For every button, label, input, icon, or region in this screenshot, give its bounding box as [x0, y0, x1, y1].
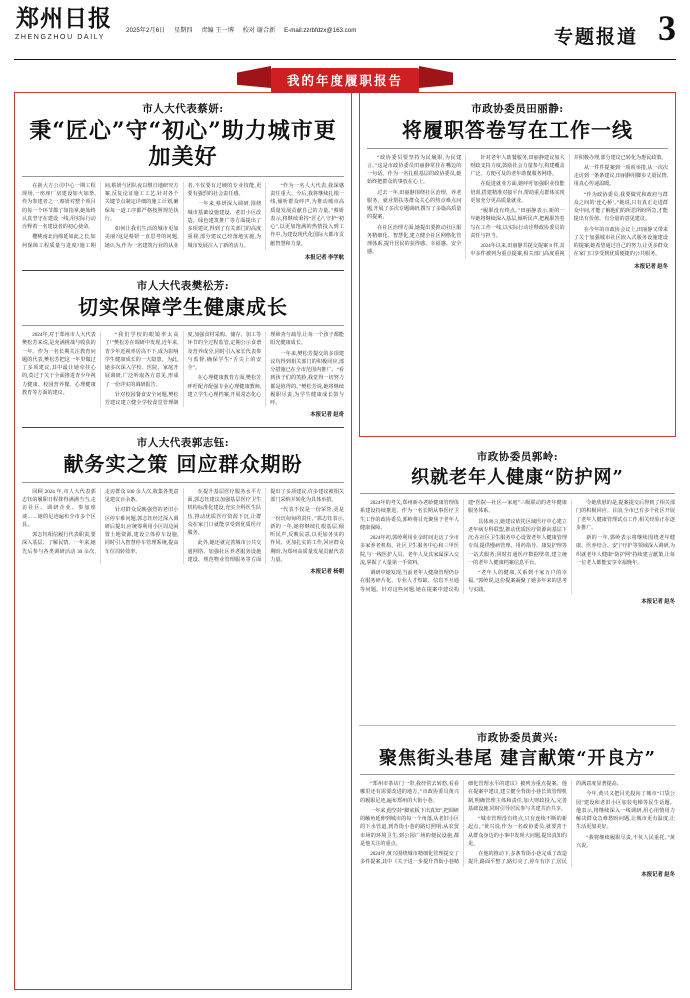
article-separator	[22, 427, 344, 428]
issue-date: 2025年2月6日	[126, 27, 166, 34]
paragraph: 在今年的市政协会议上,田丽静又带来了关于加强城市社区嵌入式服务设施建设的提案,她希望通过自己的努力,让更多群众在家门口享受到优质便捷的公共服务。	[573, 226, 668, 258]
headline-divider	[22, 325, 344, 326]
article-byline: 本报记者 赵冬	[634, 264, 668, 271]
article-body	[22, 182, 344, 251]
paper-pinyin: ZHENGZHOU DAILY	[15, 34, 105, 42]
issue-email: E-mail:zzrbfdzx@163.com	[284, 27, 357, 34]
paragraph: “代表不仅是一份荣誉,更是一份沉甸甸的责任。”郭志钰表示,新的一年,她将继续扎根基层,倾听民声,反映民意,以更加务实的作风、更加扎实的工作,回应群众期盼,为郑州高质量发展贡献代表力量。	[270, 507, 344, 563]
masthead-divider	[14, 59, 676, 60]
paragraph: 具体而言,她建议依托区域医疗中心建立老年病专科联盟,推动优质医疗资源向基层下沉;在社区卫生服务中心设置老年人健康管理专岗,提供慢病管理、用药指导、康复护理等一站式服务;同时打通医疗数据壁垒,建立统一的老年人健康档案信息平台。	[468, 518, 567, 566]
headline-divider	[360, 774, 675, 775]
paragraph: 2024年初,郭岭利用业余时间走访了全市多家养老机构、社区卫生服务中心和三甲医院,与一线医护人员、老年人及其家属深入交流,掌握了大量第一手资料。	[360, 535, 459, 566]
article-byline: 本报记者 赵冬	[641, 871, 675, 878]
article-caiyan	[22, 99, 344, 261]
paragraph: 从一件件提案到一项项举措,从一次次走访到一条条建议,田丽静用脚步丈量民情,用真心传递温暖。	[573, 164, 668, 188]
paragraph: 在新大方公司中心一期工程现场,一座座厂房建设如火如荼,作为参建者之一,蔡妍对整个项目的每一个环节都了如指掌,她始终认真坚守在建设一线,用实际行动诠释着一名建设者的初心使命。	[22, 182, 96, 231]
article-huangxing	[359, 725, 676, 990]
left-column	[14, 92, 352, 990]
paragraph: “老年人的健康,关系到千家万户的幸福。”郭岭说,这份提案凝聚了她多年来的思考与实践。	[468, 570, 567, 593]
paragraph: “履职没有终点。”田丽静表示,新的一年她将继续深入基层,倾听民声,把履职答卷写在工作一线,以实际行动诠释政协委员的责任与担当。	[470, 208, 565, 239]
paragraph: “作为一名人大代表,我深感责任重大。今后,我将继续扎根一线,倾听群众呼声,为推动城市高质量发展贡献自己的力量。”蔡妍表示,将继续秉持“匠心”,守护“初心”,以更加饱满的热情投入到工作中,为建设现代化国际大都市贡献智慧和力量。	[270, 182, 344, 247]
paragraph: 今年,黄兴又把目光投向了城市“口袋公园”建设和老旧小区加装电梯等民生话题。他表示,将继续深入一线调研,用心用情用力解决群众急难愁盼问题,让城市更有温度,让生活更加美好。	[576, 791, 675, 831]
newspaper-logo	[14, 6, 114, 41]
article-tianliqing	[359, 92, 676, 437]
headline-divider	[360, 493, 675, 494]
article-kicker: 市政协委员田丽静:	[471, 103, 564, 115]
paragraph: 针对老年人助餐服务,田丽静建议加大财政支持力度,鼓励社会力量参与,构建覆盖广泛、方便可及的老年助餐服务网络。	[470, 154, 565, 178]
article-body	[360, 780, 675, 867]
article-headline: 献务实之策 回应群众期盼	[63, 452, 303, 477]
special-banner	[0, 66, 690, 92]
paragraph: 樱桃南北向绵延如此之长,如何保障工程质量与进度?施工期间,蔡妍与团队夜以继日地研究方案,反复论证施工工艺,针对各个关键节点制定详细的施工计划,确保每一道工序都严格按照规范执行。	[22, 182, 179, 249]
article-fansongfang	[22, 276, 344, 418]
article-kicker: 市人大代表樊松芳:	[136, 280, 230, 293]
paragraph: 郭志钰相信履行代表职责,要深入基层、了解民情。一年来,她先后参与各类调研活动 30 余次,走访群众 500 余人次,收集各类意见建议百余条。	[22, 488, 179, 555]
paragraph: “城市管理没有终点,只有连续不断的新起点。”黄兴说,作为一名政协委员,就要善于从群众身边的小事中发现大问题,提出真知灼见。	[468, 816, 567, 847]
paragraph: 一年来,蔡妍深入调研,围绕城市基础设施建设、老旧小区改造、绿色建筑推广等方面提出了多项建议,得到了有关部门的高度重视,部分建议已经落地实施,为城市发展注入了新的活力。	[187, 201, 262, 249]
article-byline: 本报记者 赵奇	[310, 412, 344, 419]
article-byline: 本报记者 赵冬	[641, 598, 675, 605]
paragraph: 过去一年,田丽静围绕社区治理、养老服务、就业帮扶等群众关心的热点难点问题,开展了多次专题调研,撰写了多篇高质量的提案。	[367, 189, 462, 221]
paragraph: 2024年以来,田丽静共提交提案 8 件,其中多件被列为重点提案,相关部门高度重视并积极办理,部分建议已转化为惠民政策。	[470, 154, 667, 258]
paragraph: 一年来,樊松芳提交的多项建议均得到相关部门的积极回应,部分措施已在全市范围内推广。“看到孩子们的笑脸,我觉得一切努力都是值得的。”樊松芳说,她将继续履职尽责,为学生健康成长鼓与呼。	[270, 350, 344, 406]
paragraph: 针对校园餐食安全问题,樊松芳建议建立健全学校食堂管理制度,加强食材采购、储存、加工等环节的全过程监管,定期公示食谱及营养成分,同时引入家长代表参与监督,确保学生“舌尖上的安全”。	[104, 332, 262, 406]
article-byline: 本报记者 杨朝	[310, 569, 344, 576]
masthead-meta	[126, 26, 363, 35]
paragraph: “政协委员要坚持为民履职,为民建言。”这是市政协委员田丽静常挂在嘴边的一句话。作为一名扎根基层的政协委员,她始终把群众的事放在心上。	[367, 154, 462, 186]
article-kicker: 市人大代表郭志钰:	[136, 437, 230, 450]
paragraph: 新的一年,郭岭表示将继续围绕老年健康、医养结合、安宁疗护等领域深入调研,为织就老年人健康“防护网”持续建言献策,让每一位老人都能安享幸福晚年。	[576, 535, 675, 566]
paragraph: 此外,她还就完善城市公共交通网络、加强社区养老服务设施建设、规范物业管理服务等方面提出了多项建议,许多建议被相关部门采纳并转化为具体举措。	[187, 488, 344, 563]
article-body	[22, 488, 344, 564]
banner-ribbon-right-icon	[419, 66, 453, 88]
article-kicker: 市人大代表蔡妍:	[142, 103, 224, 115]
paragraph: 2024年的考关,郑州新办老龄健康管理体系建设持续推进。作为一名长期从事医疗卫生工作的政协委员,郭岭将目光聚焦于老年人健康保障。	[360, 500, 459, 531]
paragraph: 针对群众反映强烈的老旧小区停车难问题,郭志钰经过深入调研后提出,应统筹利用小区周边闲置土地资源,建设立体停车设施,同时引入智慧停车管理系统,提高车位周转效率。	[104, 507, 179, 555]
article-headline: 切实保障学生健康成长	[78, 295, 288, 320]
headline-divider	[22, 482, 344, 483]
article-headline: 将履职答卷写在工作一线	[402, 118, 633, 142]
article-guoling	[359, 443, 676, 721]
article-kicker: 市政协委员黄兴:	[476, 732, 559, 744]
article-headline: 聚焦街头巷尾 建言献策“开良方”	[379, 748, 656, 769]
paragraph: “我将继续履职尽责,不负人民重托。”黄兴说。	[576, 834, 675, 849]
paragraph: 一年来,他坚持“脚底板下出真知”,把调研的触角延伸到城市的每一个角落,从老旧小区的下水管道,到背街小巷的路灯照明;从农贸市场的环境卫生,到公园广场的便民设施,都是他关注的重点。	[360, 807, 459, 847]
paragraph: 令她欣慰的是,提案提交后得到了相关部门的积极回应。目前,全市已有多个社区开展了老年人健康管理试点工作,相关经验正在逐步推广。	[576, 500, 675, 531]
paper-name: 郑州日报	[16, 5, 112, 32]
article-headline: 织就老年人健康“防护网”	[411, 467, 624, 488]
article-body	[22, 331, 344, 407]
article-byline: 本报记者 李学航	[304, 255, 344, 262]
headline-divider	[367, 148, 668, 149]
issue-editor: 责编 王一博	[201, 27, 234, 34]
paragraph: “作为政协委员,我要做党和政府与群众之间的‘连心桥’。”她说,只有真正走进群众中间,才能了解他们的所思所盼所急,才能提出有价值、有分量的意见建议。	[573, 191, 668, 223]
article-body	[360, 499, 675, 594]
headline-divider	[22, 176, 344, 177]
page-content	[14, 92, 676, 990]
masthead	[0, 0, 690, 62]
issue-proofreader: 校对 谢合新	[242, 27, 276, 34]
paragraph: 在提升基层医疗服务水平方面,郭志钰建议加强基层医疗卫生机构标准化建设,充实全科医生队伍,推动优质医疗资源下沉,让群众在家门口就能享受到优质医疗服务。	[187, 488, 262, 537]
paragraph: “郑州市茶店门一带,我经常去转悠,看看哪里还有需要改进的地方。”市政协委员黄兴的履职足迹,遍布郑州的大街小巷。	[360, 781, 459, 804]
right-column	[359, 92, 676, 990]
paragraph: 在社区治理方面,她提出要推动社区服务精细化、智慧化,建立健全社区网格化管理体系,提升居民的获得感、幸福感、安全感。	[367, 224, 462, 256]
paragraph: 调研中她发现,当前老年人健康管理仍存在服务碎片化、专业人才短缺、信息不互通等问题。针对这些问题,她在提案中建议构建“医院—社区—家庭”三级联动的老年健康服务体系。	[360, 500, 567, 593]
banner-ribbon-left-icon	[237, 66, 271, 88]
paragraph: “我们学校的眼镜率太高了!”樊松芳在调研中发现,近年来,青少年近视率居高不下,成为影响学生健康成长的一大隐患。为此,她多次深入学校、医院、家庭开展调研,广泛听取各方意见,形成了一份详实的调研报告。	[104, 332, 179, 388]
banner-title: 我的年度履职报告	[271, 68, 419, 93]
paragraph: 在促进就业方面,她呼吁加强职业技能培训,搭建精准对接平台,帮助重点群体实现更加充分更高质量就业。	[470, 181, 565, 204]
article-kicker: 市政协委员郭岭:	[476, 451, 559, 463]
article-guozhiyu	[22, 433, 344, 981]
article-headline: 秉“匠心”守“初心”助力城市更加美好	[29, 118, 337, 170]
section-title: 专题报道	[553, 26, 638, 48]
paragraph: 回顾 2024 年,市人大代表郭志钰的履职日程排得满满当当,走访社区、调研企业、参加座谈……她的足迹遍布全市多个区县。	[22, 488, 96, 528]
paragraph: 在他的推动下,多条背街小巷完成了改造提升,路面平整了,路灯亮了,停车有序了,居民的满意度显著提高。	[468, 781, 622, 866]
paragraph: 如何让我们生活的城市更加美丽?这是蔡妍一直思考的问题,她认为,作为一名建筑行业的从业者,不仅要有过硬的专业技能,更要有强烈的社会责任感。	[104, 182, 262, 249]
article-separator	[22, 270, 344, 271]
article-body	[367, 154, 668, 260]
paragraph: 2024年,黄兴围绕城市精细化管理提交了多件提案,其中《关于进一步提升背街小巷精细化管理水平的建议》被列为重点提案。他在提案中建议,建立健全背街小巷长效管理机制,明确管理主体和责任,加大财政投入,完善基础设施,同时引导居民参与共建共治共享。	[360, 781, 567, 866]
page-number: 3	[658, 8, 676, 48]
paragraph: 在心理健康教育方面,樊松芳呼吁配齐配强专业心理健康教师,建立学生心理档案,开展常态化心理筛查与疏导,让每一个孩子都能阳光健康成长。	[187, 332, 344, 398]
paragraph: 2024年,对于郑州市人大代表樊松芳来说,是充满挑战与收获的一年。作为一名长期关注教育问题的代表,樊松芳把这一年里做过了多项建议,其中最让她牵挂心的,莫过于关于全面推进青少年视力健康、校园营养餐、心理健康教育等方面的建议。	[22, 332, 96, 396]
issue-weekday: 星期四	[173, 27, 193, 34]
